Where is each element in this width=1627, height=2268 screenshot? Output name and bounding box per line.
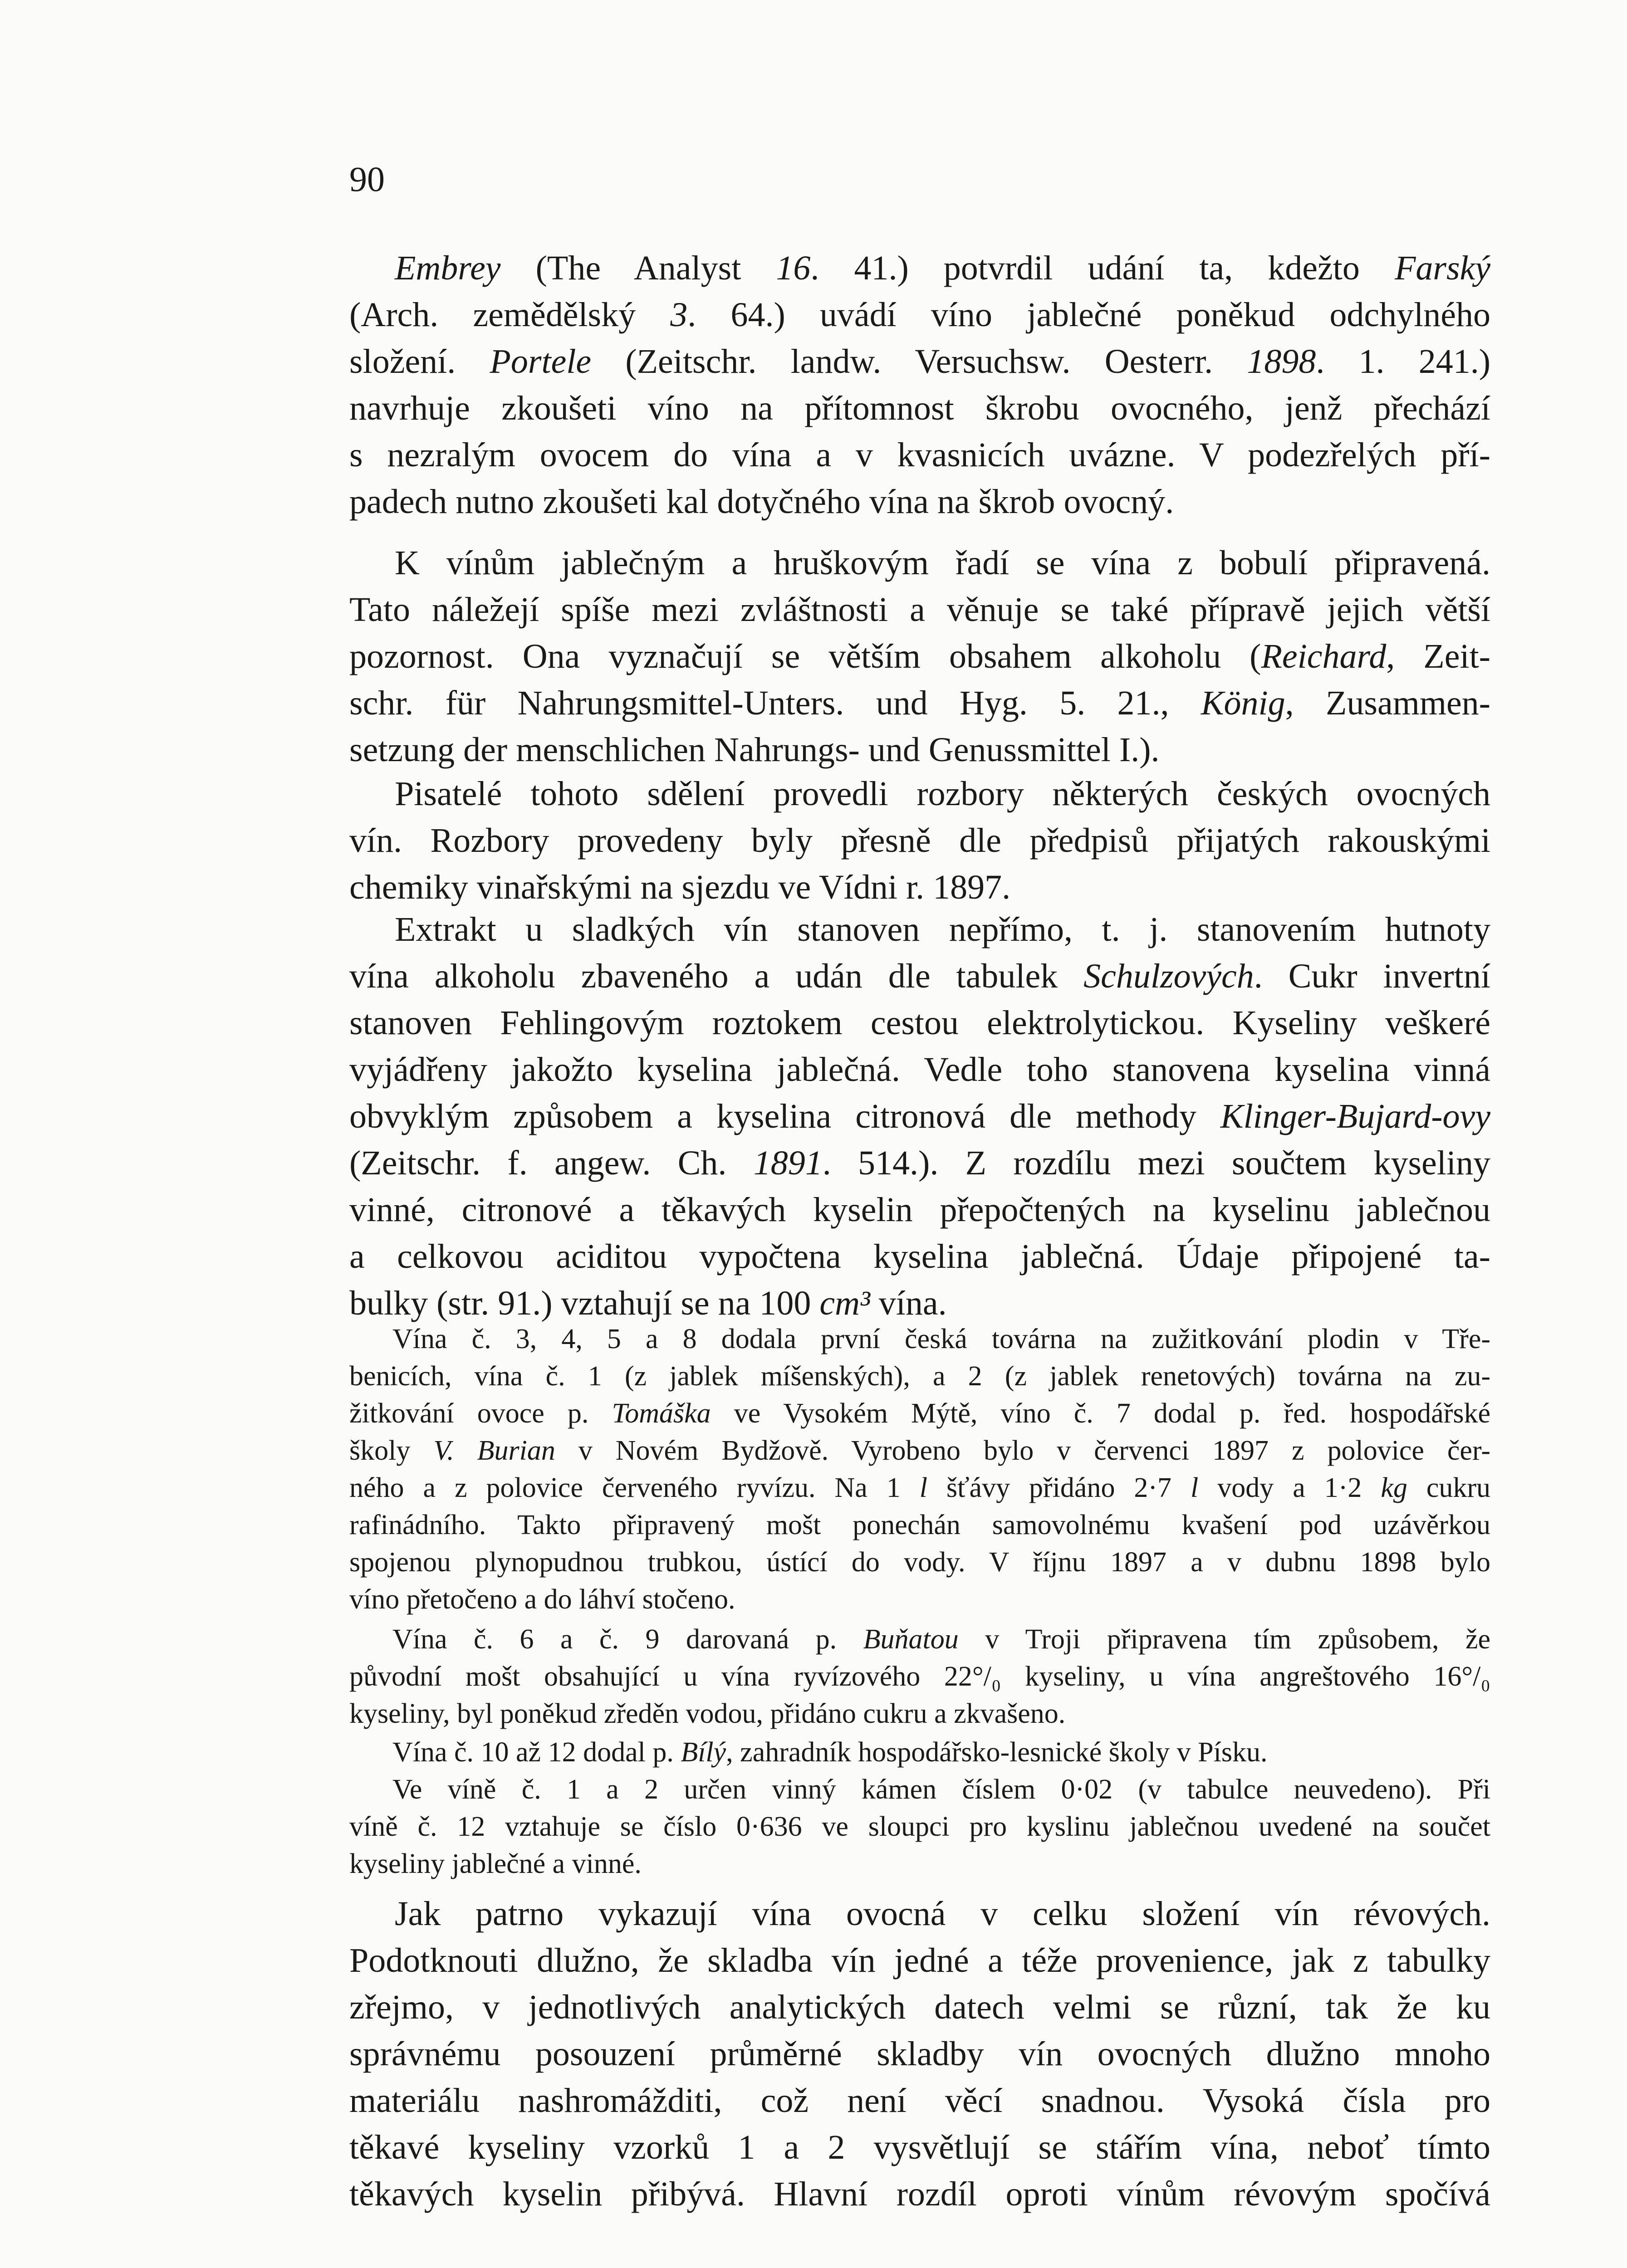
italic-text: 1898 bbox=[1247, 342, 1316, 381]
text-segment: školy bbox=[349, 1435, 434, 1466]
text-segment: . 64.) uvádí víno jablečné poněkud odchylného bbox=[687, 296, 1490, 334]
text-segment: . 41.) potvrdil udání ta, kdežto bbox=[810, 249, 1395, 287]
italic-text: Embrey bbox=[395, 249, 501, 287]
text-segment: setzung der menschlichen Nahrungs- und Genussmittel I.). bbox=[349, 731, 1160, 769]
text-segment: benicích, vína č. 1 (z jablek míšenských), a 2 (z jablek renetových) továrna na zu- bbox=[349, 1361, 1490, 1392]
text-segment: Vína č. 10 až 12 dodal p. bbox=[392, 1737, 681, 1768]
text-segment: spojenou plynopudnou trubkou, ústící do vody. V říjnu 1897 a v dubnu 1898 bylo bbox=[349, 1547, 1490, 1578]
text-line bbox=[349, 292, 1490, 338]
text-segment: v Troji připravena tím způsobem, že bbox=[958, 1624, 1490, 1655]
text-line bbox=[349, 1506, 1490, 1544]
footnote-paragraph bbox=[349, 1320, 1490, 1618]
text-segment: , Zeit- bbox=[1386, 637, 1490, 675]
text-segment: správnému posouzení průměrné skladby vín ovocných dlužno mnoho bbox=[349, 2035, 1490, 2073]
text-line bbox=[349, 1140, 1490, 1187]
text-line bbox=[349, 1658, 1490, 1695]
footnote-paragraph bbox=[349, 1734, 1490, 1771]
italic-text: kg bbox=[1381, 1472, 1407, 1503]
text-line bbox=[349, 338, 1490, 385]
text-line bbox=[349, 953, 1490, 1000]
text-segment: původní mošt obsahující u vína ryvízového 22°/₀ kyseliny, u vína angreštového 16°/₀ bbox=[349, 1661, 1490, 1692]
text-segment: těkavých kyselin přibývá. Hlavní rozdíl oproti vínům révovým spočívá bbox=[349, 2175, 1490, 2213]
text-segment: . 514.). Z rozdílu mezi součtem kyseliny bbox=[822, 1144, 1490, 1182]
text-line bbox=[349, 2077, 1490, 2124]
text-segment: v Novém Bydžově. Vyrobeno bylo v červenci 1897 z polovice čer- bbox=[555, 1435, 1490, 1466]
italic-text: Farský bbox=[1394, 249, 1490, 287]
text-line bbox=[349, 1093, 1490, 1140]
text-line bbox=[349, 680, 1490, 727]
italic-text: Reichard bbox=[1261, 637, 1387, 675]
paragraph bbox=[349, 771, 1490, 911]
text-line bbox=[349, 633, 1490, 680]
text-line bbox=[349, 1891, 1490, 1937]
text-segment: šťávy přidáno 2·7 bbox=[927, 1472, 1191, 1503]
text-segment: žitkování ovoce p. bbox=[349, 1398, 612, 1429]
text-segment: kyseliny, byl poněkud zředěn vodou, přidáno cukru a zkvašeno. bbox=[349, 1698, 1066, 1729]
text-line bbox=[349, 1621, 1490, 1658]
text-segment: kyseliny jablečné a vinné. bbox=[349, 1848, 642, 1879]
italic-text: V. Burian bbox=[433, 1435, 555, 1466]
text-segment: s nezralým ovocem do vína a v kvasnicích uvázne. V podezřelých pří- bbox=[349, 436, 1490, 474]
text-segment: a celkovou aciditou vypočtena kyselina jablečná. Údaje připojené ta- bbox=[349, 1237, 1490, 1276]
text-line bbox=[349, 727, 1490, 773]
text-line bbox=[349, 587, 1490, 633]
paragraph bbox=[349, 906, 1490, 1327]
text-segment: materiálu nashromážditi, což není věcí snadnou. Vysoká čísla pro bbox=[349, 2082, 1490, 2120]
italic-text: Buňatou bbox=[863, 1624, 959, 1655]
text-segment: (Zeitschr. landw. Versuchsw. Oesterr. bbox=[591, 342, 1247, 381]
text-segment: cukru bbox=[1407, 1472, 1490, 1503]
text-line bbox=[349, 1432, 1490, 1469]
italic-text: Portele bbox=[490, 342, 592, 381]
text-segment: Jak patrno vykazují vína ovocná v celku složení vín révových. bbox=[395, 1895, 1490, 1933]
text-segment: Vína č. 6 a č. 9 darovaná p. bbox=[392, 1624, 863, 1655]
text-segment: víně č. 12 vztahuje se číslo 0·636 ve sloupci pro kyslinu jablečnou uvedené na součet bbox=[349, 1811, 1490, 1842]
text-segment: (Arch. zemědělský bbox=[349, 296, 671, 334]
text-line bbox=[349, 1320, 1490, 1358]
text-segment: vín. Rozbory provedeny byly přesně dle předpisů přijatých rakouskými bbox=[349, 821, 1490, 860]
text-segment: bulky (str. 91.) vztahují se na 100 bbox=[349, 1284, 820, 1322]
text-line bbox=[349, 2124, 1490, 2171]
italic-text: l bbox=[1191, 1472, 1199, 1503]
text-segment: Tato náležejí spíše mezi zvláštnosti a věnuje se také přípravě jejich větší bbox=[349, 591, 1490, 629]
text-line bbox=[349, 1771, 1490, 1808]
text-line bbox=[349, 817, 1490, 864]
text-segment: (The Analyst bbox=[500, 249, 776, 287]
text-line bbox=[349, 1734, 1490, 1771]
italic-text: 1891 bbox=[753, 1144, 823, 1182]
text-line bbox=[349, 1280, 1490, 1327]
italic-text: Klinger-Bujard-ovy bbox=[1220, 1097, 1490, 1135]
italic-text: König bbox=[1201, 684, 1285, 722]
text-line bbox=[349, 479, 1490, 525]
text-line bbox=[349, 1469, 1490, 1506]
text-segment: rafinádního. Takto připravený mošt ponechán samovolnému kvašení pod uzávěrkou bbox=[349, 1510, 1490, 1540]
text-segment: vyjádřeny jakožto kyselina jablečná. Vedle toho stanovena kyselina vinná bbox=[349, 1051, 1490, 1089]
text-segment: zřejmo, v jednotlivých analytických datech velmi se různí, tak že ku bbox=[349, 1988, 1490, 2026]
text-line bbox=[349, 1187, 1490, 1233]
text-segment: obvyklým způsobem a kyselina citronová dle methody bbox=[349, 1097, 1220, 1135]
text-line bbox=[349, 1808, 1490, 1845]
text-segment: vína alkoholu zbaveného a udán dle tabulek bbox=[349, 957, 1084, 995]
text-line bbox=[349, 1000, 1490, 1046]
text-segment: , Zusammen- bbox=[1285, 684, 1490, 722]
text-line bbox=[349, 1046, 1490, 1093]
text-line bbox=[349, 1395, 1490, 1432]
italic-text: 16 bbox=[776, 249, 811, 287]
text-segment: Vína č. 3, 4, 5 a 8 dodala první česká továrna na zužitkování plodin v Tře- bbox=[392, 1324, 1490, 1354]
text-segment: pozornost. Ona vyznačují se větším obsahem alkoholu ( bbox=[349, 637, 1261, 675]
paragraph bbox=[349, 245, 1490, 525]
text-line bbox=[349, 385, 1490, 432]
text-segment: padech nutno zkoušeti kal dotyčného vína na škrob ovocný. bbox=[349, 483, 1174, 521]
text-segment: Podotknouti dlužno, že skladba vín jedné a téže provenience, jak z tabulky bbox=[349, 1941, 1490, 1980]
italic-text: Tomáška bbox=[612, 1398, 711, 1429]
italic-text: l bbox=[919, 1472, 927, 1503]
text-segment: vinné, citronové a těkavých kyselin přepočtených na kyselinu jablečnou bbox=[349, 1191, 1490, 1229]
text-segment: ve Vysokém Mýtě, víno č. 7 dodal p. řed. hospodářské bbox=[711, 1398, 1490, 1429]
text-line bbox=[349, 906, 1490, 953]
italic-text: 3 bbox=[670, 296, 688, 334]
text-segment: Pisatelé tohoto sdělení provedli rozbory některých českých ovocných bbox=[395, 775, 1490, 813]
text-line bbox=[349, 245, 1490, 292]
footnote-paragraph bbox=[349, 1771, 1490, 1882]
text-line bbox=[349, 1937, 1490, 1984]
text-segment: navrhuje zkoušeti víno na přítomnost škrobu ovocného, jenž přechází bbox=[349, 389, 1490, 427]
text-line bbox=[349, 1233, 1490, 1280]
text-line bbox=[349, 1845, 1490, 1882]
text-line bbox=[349, 864, 1490, 911]
italic-text: cm³ bbox=[819, 1284, 870, 1322]
text-line bbox=[349, 1581, 1490, 1618]
text-segment: K vínům jablečným a hruškovým řadí se vína z bobulí připravená. bbox=[395, 544, 1490, 582]
text-segment: schr. für Nahrungsmittel-Unters. und Hyg. 5. 21., bbox=[349, 684, 1201, 722]
text-line bbox=[349, 1358, 1490, 1395]
text-line bbox=[349, 1544, 1490, 1581]
text-line bbox=[349, 1695, 1490, 1732]
text-segment: stanoven Fehlingovým roztokem cestou elektrolytickou. Kyseliny veškeré bbox=[349, 1004, 1490, 1042]
text-segment: těkavé kyseliny vzorků 1 a 2 vysvětlují se stářím vína, neboť tímto bbox=[349, 2128, 1490, 2166]
text-segment: . Cukr invertní bbox=[1254, 957, 1490, 995]
text-line bbox=[349, 771, 1490, 817]
text-segment: Extrakt u sladkých vín stanoven nepřímo, t. j. stanovením hutnoty bbox=[395, 910, 1490, 948]
text-segment: chemiky vinařskými na sjezdu ve Vídni r. 1897. bbox=[349, 868, 1011, 906]
text-segment: složení. bbox=[349, 342, 490, 381]
text-line bbox=[349, 1984, 1490, 2031]
text-segment: Ve víně č. 1 a 2 určen vinný kámen číslem 0·02 (v tabulce neuvedeno). Při bbox=[392, 1774, 1490, 1805]
text-line bbox=[349, 540, 1490, 587]
text-segment: vody a 1·2 bbox=[1198, 1472, 1381, 1503]
text-segment: víno přetočeno a do láhví stočeno. bbox=[349, 1584, 735, 1615]
italic-text: Schulzových bbox=[1083, 957, 1254, 995]
text-segment: (Zeitschr. f. angew. Ch. bbox=[349, 1144, 754, 1182]
text-segment: ného a z polovice červeného ryvízu. Na 1 bbox=[349, 1472, 920, 1503]
text-line bbox=[349, 432, 1490, 479]
page-number: 90 bbox=[349, 159, 385, 199]
paragraph bbox=[349, 540, 1490, 773]
text-line bbox=[349, 2031, 1490, 2077]
text-segment: vína. bbox=[870, 1284, 947, 1322]
text-line bbox=[349, 2171, 1490, 2218]
footnote-paragraph bbox=[349, 1621, 1490, 1732]
paragraph bbox=[349, 1891, 1490, 2218]
text-segment: , zahradník hospodářsko-lesnické školy v Písku. bbox=[726, 1737, 1268, 1768]
italic-text: Bílý bbox=[681, 1737, 726, 1768]
text-segment: . 1. 241.) bbox=[1316, 342, 1491, 381]
